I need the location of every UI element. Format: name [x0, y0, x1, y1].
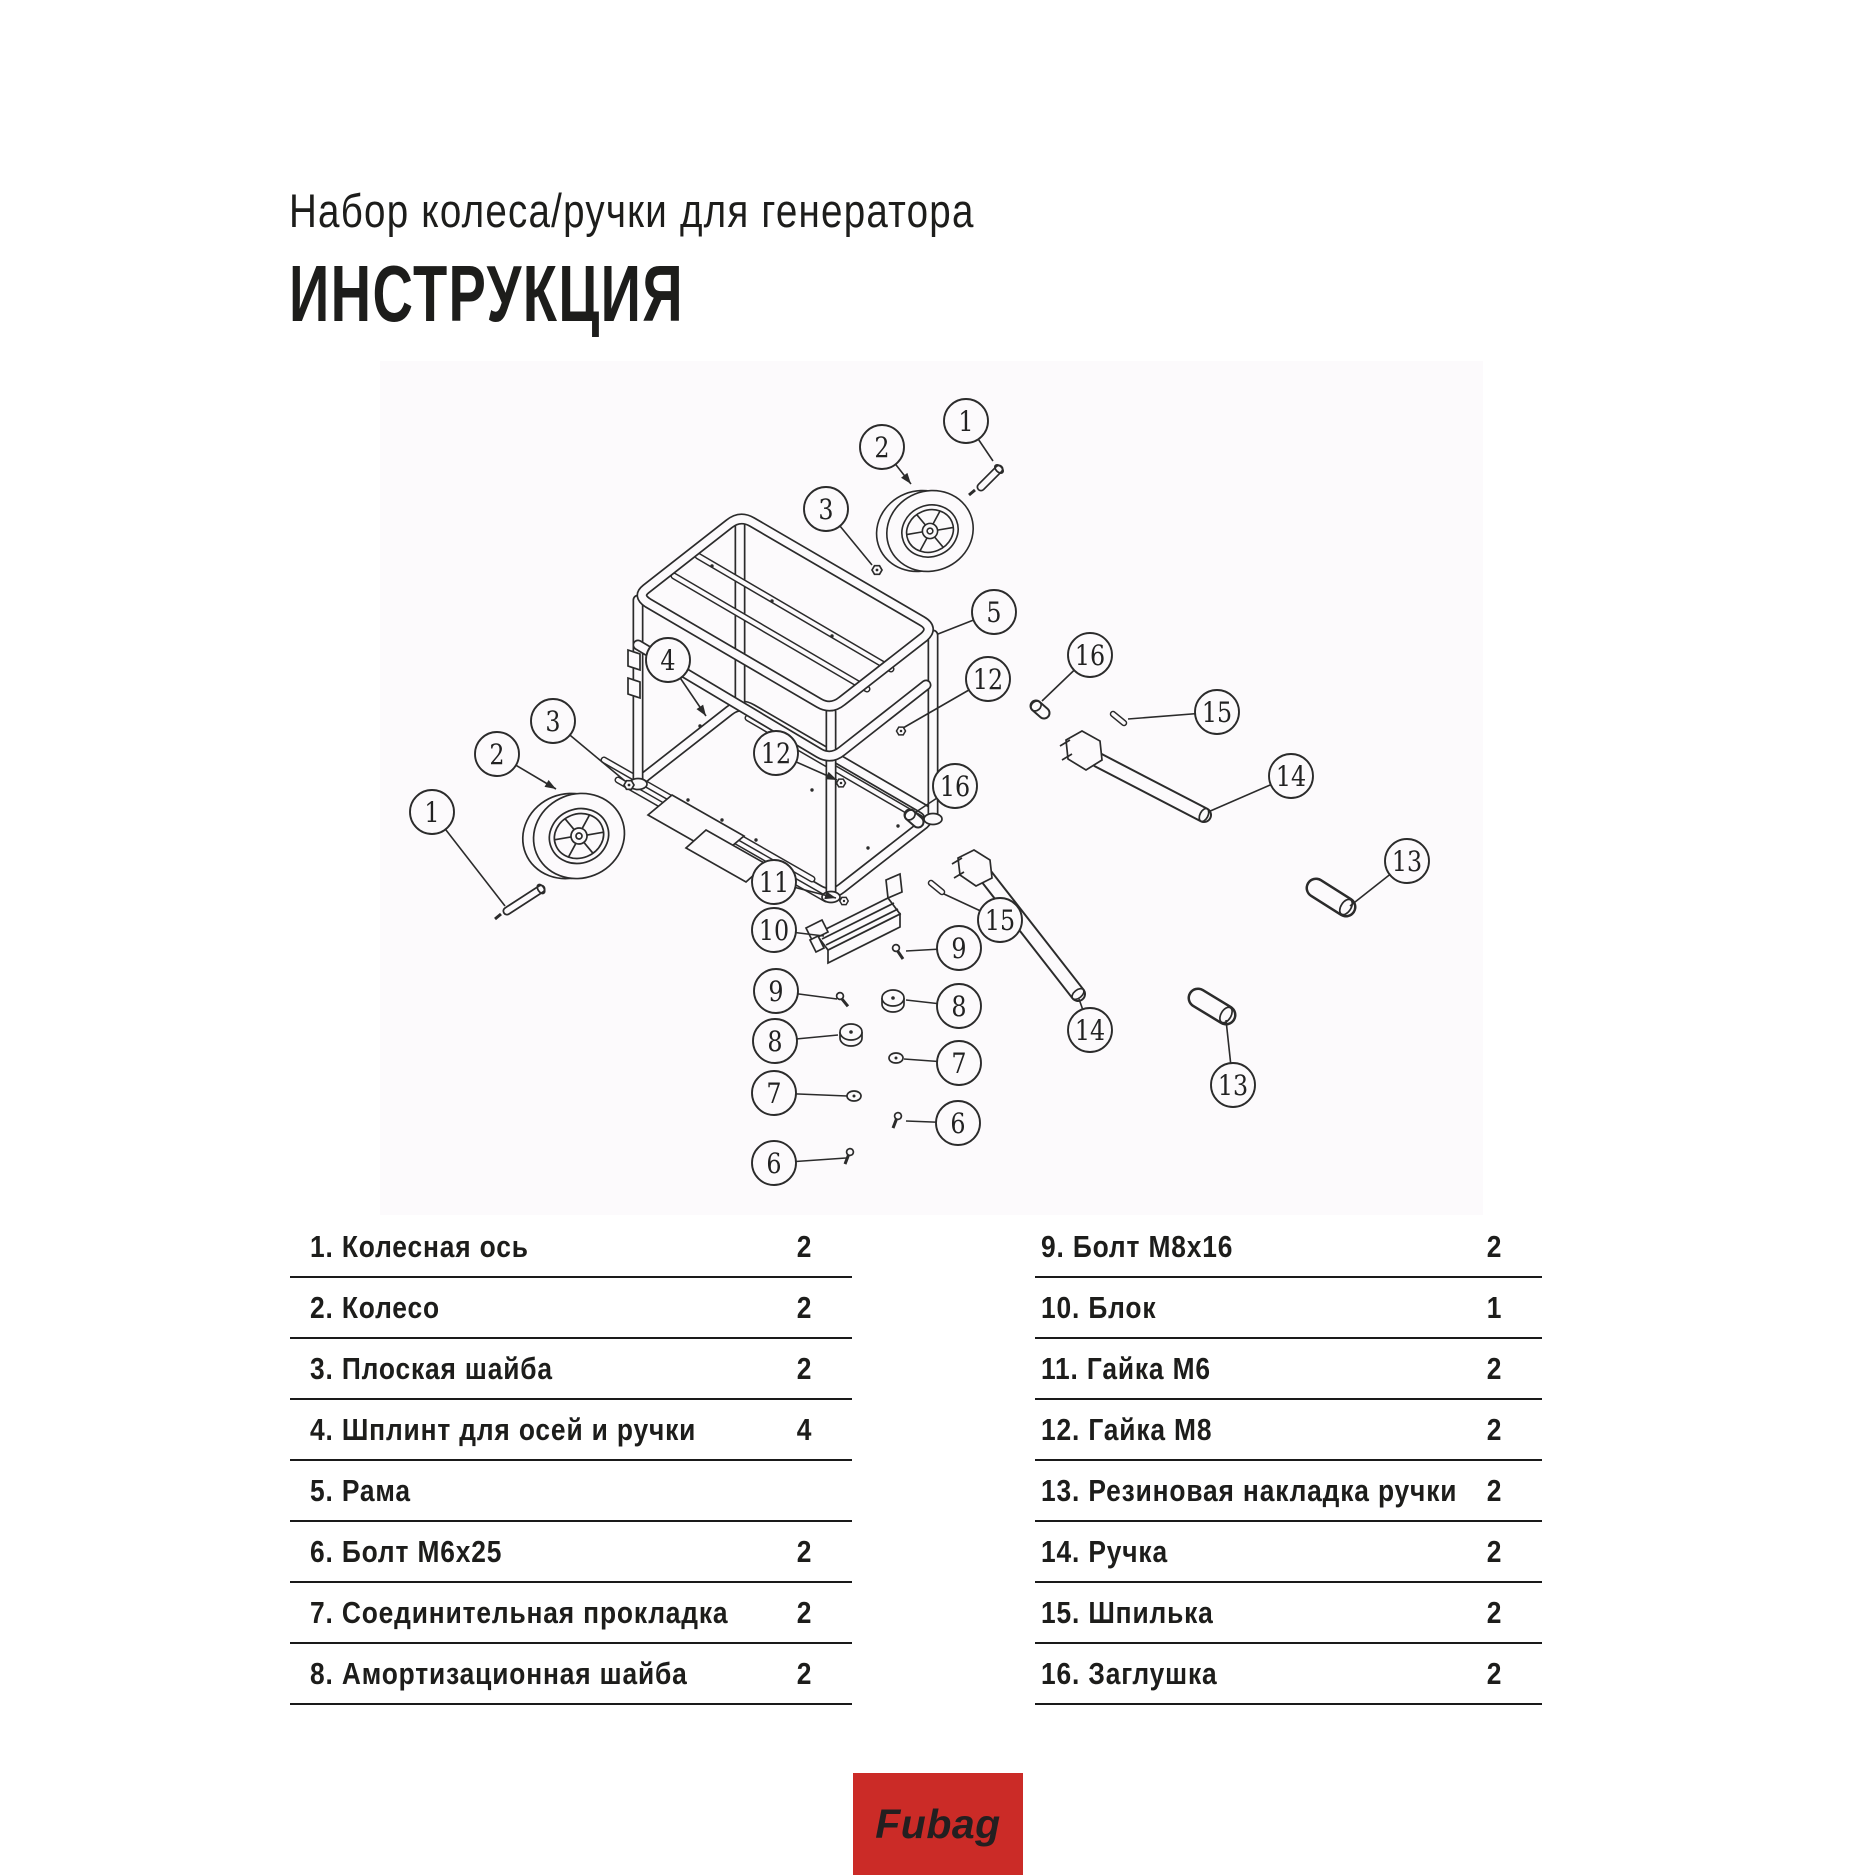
part-label: 5. Рама — [310, 1472, 411, 1508]
part-qty: 2 — [796, 1655, 812, 1691]
callout-14 — [1208, 754, 1313, 812]
part-qty: 2 — [796, 1228, 812, 1264]
part-qty: 2 — [1486, 1350, 1502, 1386]
table-row — [290, 1339, 852, 1400]
part-label: 10. Блок — [1041, 1289, 1157, 1325]
grip-lower-drawing — [1198, 998, 1235, 1025]
svg-text:15: 15 — [1201, 697, 1233, 730]
callout-6 — [752, 1141, 846, 1185]
table-row — [1035, 1522, 1542, 1583]
table-row — [1035, 1400, 1542, 1461]
part-qty: 2 — [796, 1289, 812, 1325]
part-qty: 4 — [796, 1411, 812, 1447]
svg-text:12: 12 — [760, 738, 792, 771]
svg-text:13: 13 — [1217, 1070, 1249, 1103]
table-row — [290, 1217, 852, 1278]
part-label: 14. Ручка — [1041, 1533, 1168, 1569]
part-label: 8. Амортизационная шайба — [310, 1655, 688, 1691]
part-qty: 2 — [796, 1350, 812, 1386]
svg-text:8: 8 — [767, 1026, 783, 1059]
part-label: 15. Шпилька — [1041, 1594, 1214, 1630]
svg-text:5: 5 — [986, 597, 1002, 630]
part-qty: 2 — [1486, 1228, 1502, 1264]
handle-upper-drawing — [1060, 731, 1211, 823]
callout-8 — [753, 1019, 838, 1063]
svg-text:1: 1 — [424, 797, 440, 830]
svg-text:2: 2 — [489, 739, 505, 772]
callout-7 — [752, 1071, 847, 1115]
callout-1 — [410, 790, 505, 906]
callout-13 — [1211, 1020, 1255, 1107]
callout-16 — [1042, 633, 1112, 701]
table-row — [1035, 1461, 1542, 1522]
part-qty: 2 — [1486, 1411, 1502, 1447]
svg-text:6: 6 — [766, 1148, 782, 1181]
callout-15 — [1128, 690, 1239, 734]
brand-name: Fubag — [875, 1800, 1001, 1847]
frame-drawing — [604, 519, 942, 903]
part-label: 3. Плоская шайба — [310, 1350, 553, 1386]
part-label: 2. Колесо — [310, 1289, 440, 1325]
part-qty: 2 — [1486, 1594, 1502, 1630]
part-qty: 2 — [796, 1594, 812, 1630]
svg-text:16: 16 — [1074, 640, 1106, 673]
svg-text:9: 9 — [951, 933, 967, 966]
svg-text:7: 7 — [766, 1078, 782, 1111]
part-label: 11. Гайка M6 — [1041, 1350, 1211, 1386]
part-label: 7. Соединительная прокладка — [310, 1594, 729, 1630]
table-row — [290, 1461, 852, 1522]
callout-3 — [531, 699, 625, 781]
svg-text:16: 16 — [939, 771, 971, 804]
part-qty: 2 — [1486, 1655, 1502, 1691]
svg-text:10: 10 — [758, 915, 790, 948]
table-row — [290, 1522, 852, 1583]
page-title: ИНСТРУКЦИЯ — [289, 249, 684, 338]
svg-text:3: 3 — [818, 494, 834, 527]
part-qty: 2 — [1486, 1533, 1502, 1569]
svg-text:3: 3 — [545, 706, 561, 739]
callout-13 — [1350, 839, 1429, 906]
table-row — [1035, 1644, 1542, 1705]
part-label: 1. Колесная ось — [310, 1228, 529, 1264]
grip-upper-drawing — [1316, 888, 1355, 917]
table-row — [1035, 1583, 1542, 1644]
callout-9 — [906, 926, 981, 970]
axle-left-drawing — [495, 883, 546, 919]
callout-2 — [860, 425, 914, 486]
svg-text:6: 6 — [950, 1108, 966, 1141]
page-subtitle: Набор колеса/ручки для генератора — [289, 184, 975, 237]
exploded-diagram — [380, 361, 1483, 1215]
callout-6 — [906, 1101, 980, 1145]
brand-logo — [853, 1773, 1023, 1875]
parts-table-left — [290, 1217, 852, 1705]
part-label: 16. Заглушка — [1041, 1655, 1218, 1691]
callout-9 — [754, 969, 837, 1013]
svg-text:2: 2 — [874, 432, 890, 465]
svg-text:8: 8 — [951, 991, 967, 1024]
callout-7 — [904, 1041, 981, 1085]
svg-text:13: 13 — [1391, 846, 1423, 879]
wheel-left-drawing — [510, 776, 638, 896]
table-row — [290, 1644, 852, 1705]
part-label: 9. Болт M8x16 — [1041, 1228, 1234, 1264]
part-label: 12. Гайка M8 — [1041, 1411, 1213, 1447]
part-label: 13. Резиновая накладка ручки — [1041, 1472, 1458, 1508]
part-label: 4. Шплинт для осей и ручки — [310, 1411, 697, 1447]
table-row — [290, 1278, 852, 1339]
callout-5 — [938, 590, 1016, 634]
parts-table-right — [1035, 1217, 1542, 1705]
callout-14 — [1068, 999, 1112, 1052]
part-qty: 1 — [1486, 1289, 1502, 1325]
callout-1 — [944, 399, 993, 461]
table-row — [290, 1400, 852, 1461]
svg-text:15: 15 — [984, 905, 1016, 938]
svg-text:4: 4 — [660, 645, 676, 678]
svg-text:12: 12 — [972, 664, 1004, 697]
svg-text:14: 14 — [1074, 1015, 1106, 1048]
diagram-panel — [380, 361, 1483, 1215]
table-row — [1035, 1278, 1542, 1339]
svg-text:1: 1 — [958, 406, 974, 439]
part-qty: 2 — [796, 1533, 812, 1569]
part-label: 6. Болт M6x25 — [310, 1533, 503, 1569]
svg-text:11: 11 — [758, 867, 790, 900]
part-qty: 2 — [1486, 1472, 1502, 1508]
svg-text:9: 9 — [768, 976, 784, 1009]
svg-text:14: 14 — [1275, 761, 1307, 794]
table-row — [1035, 1339, 1542, 1400]
svg-text:7: 7 — [951, 1048, 967, 1081]
table-row — [290, 1583, 852, 1644]
table-row — [1035, 1217, 1542, 1278]
callout-8 — [906, 984, 981, 1028]
axle-top-drawing — [969, 463, 1005, 495]
